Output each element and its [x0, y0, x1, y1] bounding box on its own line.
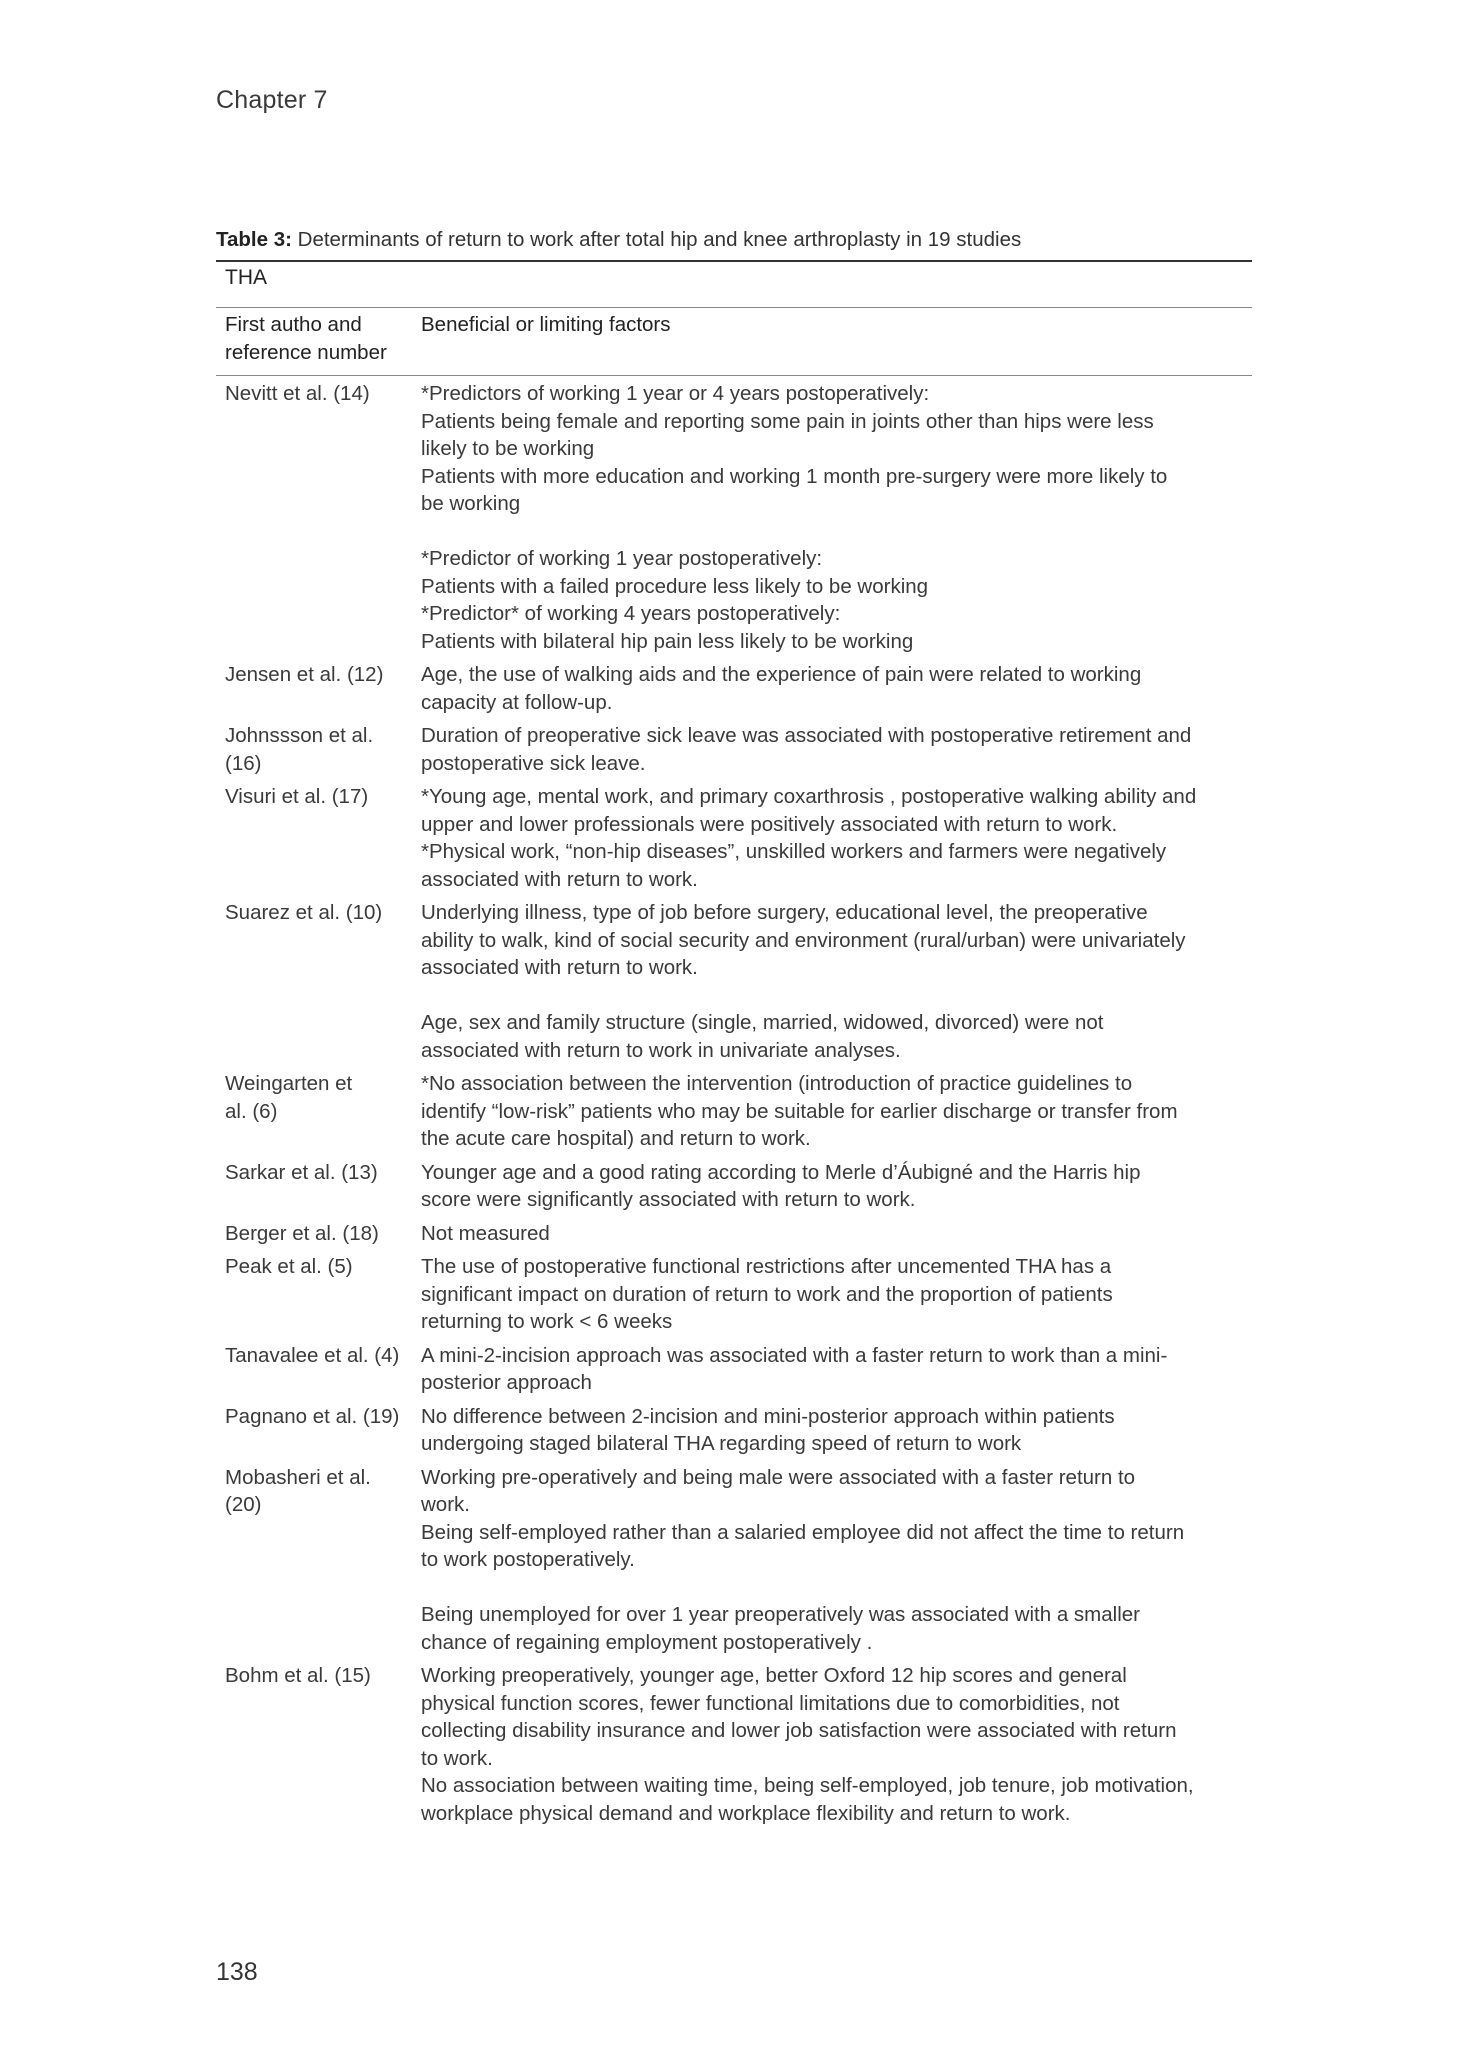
factor-line: The use of postoperative functional restrictions after uncemented THA has a [421, 1255, 1112, 1278]
table-row [216, 1220, 1252, 1248]
factors-cell [413, 1159, 1252, 1214]
factor-line: *Predictor of working 1 year postoperatively: [421, 547, 823, 570]
factor-line: collecting disability insurance and lower job satisfaction were associated with return [421, 1719, 1177, 1742]
factor-line: physical function scores, fewer functional limitations due to comorbidities, not [421, 1691, 1120, 1715]
factor-line: undergoing staged bilateral THA regarding speed of return to work [421, 1432, 1022, 1455]
factor-line: Working pre-operatively and being male were associated with a faster return to [421, 1465, 1136, 1489]
factors-cell [413, 722, 1252, 777]
factor-line: upper and lower professionals were positively associated with return to work. [421, 812, 1118, 836]
author-cell [216, 1403, 413, 1458]
factor-line: *Physical work, “non-hip diseases”, unskilled workers and farmers were negatively [421, 840, 1167, 863]
factor-line: to work postoperatively. [421, 1548, 635, 1571]
author-cell [216, 380, 413, 655]
table-row [216, 783, 1252, 893]
table-caption [216, 226, 1252, 254]
factor-line: Younger age and a good rating according to Merle d’Áubigné and the Harris hip [421, 1160, 1141, 1184]
factor-line: be working [421, 492, 521, 515]
author-cell [216, 1070, 413, 1153]
factor-line: Being unemployed for over 1 year preoperatively was associated with a smaller [421, 1603, 1141, 1626]
factors-cell [413, 899, 1252, 1064]
paragraph-gap [421, 982, 1252, 1010]
factors-cell [413, 1253, 1252, 1336]
table-row [216, 722, 1252, 777]
factor-line: associated with return to work. [421, 867, 698, 891]
factor-line: score were significantly associated with return to work. [421, 1188, 916, 1211]
author-cell [216, 722, 413, 777]
factor-line: Patients being female and reporting some pain in joints other than hips were less [421, 409, 1154, 433]
author-line: Johnssson et al. [225, 724, 374, 747]
author-line: (16) [225, 751, 262, 775]
factors-cell [413, 1220, 1252, 1248]
factor-line: Not measured [421, 1221, 550, 1245]
factor-line: Age, the use of walking aids and the experience of pain were related to working [421, 663, 1142, 686]
factor-line: Age, sex and family structure (single, married, widowed, divorced) were not [421, 1011, 1104, 1034]
factor-line: workplace physical demand and workplace flexibility and return to work. [421, 1801, 1071, 1825]
author-cell [216, 1342, 413, 1397]
factors-cell [413, 1342, 1252, 1397]
author-line: al. (6) [225, 1099, 278, 1123]
table-row [216, 380, 1252, 655]
paragraph-gap [421, 1574, 1252, 1602]
author-line: Pagnano et al. (19) [225, 1404, 400, 1428]
column-header-author-line: First autho and [225, 313, 362, 336]
author-cell [216, 899, 413, 1064]
author-line: Jensen et al. (12) [225, 663, 384, 686]
factor-line: Working preoperatively, younger age, better Oxford 12 hip scores and general [421, 1664, 1127, 1687]
author-line: Nevitt et al. (14) [225, 382, 370, 405]
factor-line: chance of regaining employment postoperatively . [421, 1630, 873, 1654]
factors-cell [413, 380, 1252, 655]
factor-line: to work. [421, 1746, 493, 1770]
factors-cell [413, 783, 1252, 893]
factors-cell [413, 1662, 1252, 1827]
table-caption-label: Table 3: [216, 228, 292, 251]
chapter-header: Chapter 7 [216, 86, 328, 114]
author-cell [216, 1464, 413, 1657]
factor-line: postoperative sick leave. [421, 751, 646, 775]
factors-cell [413, 1464, 1252, 1657]
column-header-factors-line: Beneficial or limiting factors [421, 313, 671, 336]
factor-line: *Predictor* of working 4 years postoperatively: [421, 602, 841, 625]
factor-line: returning to work < 6 weeks [421, 1310, 673, 1333]
column-header-author-line: reference number [225, 341, 387, 364]
factor-line: *No association between the intervention (introduction of practice guidelines to [421, 1072, 1133, 1095]
factor-line: ability to walk, kind of social security and environment (rural/urban) were univariately [421, 928, 1186, 952]
factor-line: Patients with bilateral hip pain less likely to be working [421, 629, 914, 653]
table-row [216, 899, 1252, 1064]
table-caption-text: Determinants of return to work after total hip and knee arthroplasty in 19 studies [291, 228, 1022, 251]
factor-line: Underlying illness, type of job before surgery, educational level, the preoperative [421, 901, 1148, 924]
factor-line: Patients with a failed procedure less likely to be working [421, 574, 929, 598]
column-header-author [216, 311, 413, 375]
page-number: 138 [216, 1958, 258, 1986]
determinants-table [216, 226, 1252, 1833]
factor-line: Being self-employed rather than a salaried employee did not affect the time to return [421, 1520, 1185, 1544]
author-cell [216, 783, 413, 893]
author-line: Visuri et al. (17) [225, 785, 369, 808]
table-row [216, 1662, 1252, 1827]
author-line: (20) [225, 1493, 262, 1516]
factors-cell [413, 1403, 1252, 1458]
table-row [216, 1464, 1252, 1657]
factor-line: likely to be working [421, 437, 595, 460]
author-line: Tanavalee et al. (4) [225, 1343, 400, 1367]
column-header-factors [413, 311, 1252, 375]
author-line: Weingarten et [225, 1072, 353, 1095]
factor-line: posterior approach [421, 1371, 592, 1394]
table-row [216, 1159, 1252, 1214]
factors-cell [413, 1070, 1252, 1153]
author-line: Berger et al. (18) [225, 1221, 379, 1245]
author-cell [216, 1662, 413, 1827]
factor-line: significant impact on duration of return to work and the proportion of patients [421, 1282, 1113, 1306]
factor-line: No association between waiting time, being self-employed, job tenure, job motivation, [421, 1774, 1194, 1797]
table-row [216, 1342, 1252, 1397]
author-line: Sarkar et al. (13) [225, 1160, 378, 1184]
factor-line: Duration of preoperative sick leave was associated with postoperative retirement and [421, 724, 1192, 747]
author-line: Suarez et al. (10) [225, 901, 383, 924]
factor-line: the acute care hospital) and return to work. [421, 1127, 811, 1150]
table-header-row [216, 308, 1252, 376]
factors-cell [413, 661, 1252, 716]
factor-line: associated with return to work. [421, 956, 698, 979]
table-row [216, 1403, 1252, 1458]
author-cell [216, 661, 413, 716]
factor-line: associated with return to work in univariate analyses. [421, 1038, 901, 1062]
table-row [216, 1253, 1252, 1336]
author-cell [216, 1220, 413, 1248]
author-cell [216, 1253, 413, 1336]
factor-line: *Young age, mental work, and primary coxarthrosis , postoperative walking ability and [421, 785, 1197, 808]
factor-line: Patients with more education and working 1 month pre-surgery were more likely to [421, 464, 1168, 488]
factor-line: A mini-2-incision approach was associated with a faster return to work than a mini- [421, 1343, 1168, 1367]
author-line: Bohm et al. (15) [225, 1664, 371, 1687]
section-label: THA [216, 260, 1252, 308]
author-line: Mobasheri et al. [225, 1465, 371, 1489]
author-cell [216, 1159, 413, 1214]
factor-line: No difference between 2-incision and mini-posterior approach within patients [421, 1404, 1115, 1428]
factor-line: capacity at follow-up. [421, 690, 613, 714]
table-row [216, 661, 1252, 716]
author-line: Peak et al. (5) [225, 1255, 353, 1278]
paragraph-gap [421, 518, 1252, 546]
table-body [216, 376, 1252, 1827]
table-row [216, 1070, 1252, 1153]
factor-line: identify “low-risk” patients who may be suitable for earlier discharge or transfer from [421, 1099, 1178, 1123]
factor-line: work. [421, 1493, 470, 1516]
factor-line: *Predictors of working 1 year or 4 years postoperatively: [421, 382, 930, 405]
